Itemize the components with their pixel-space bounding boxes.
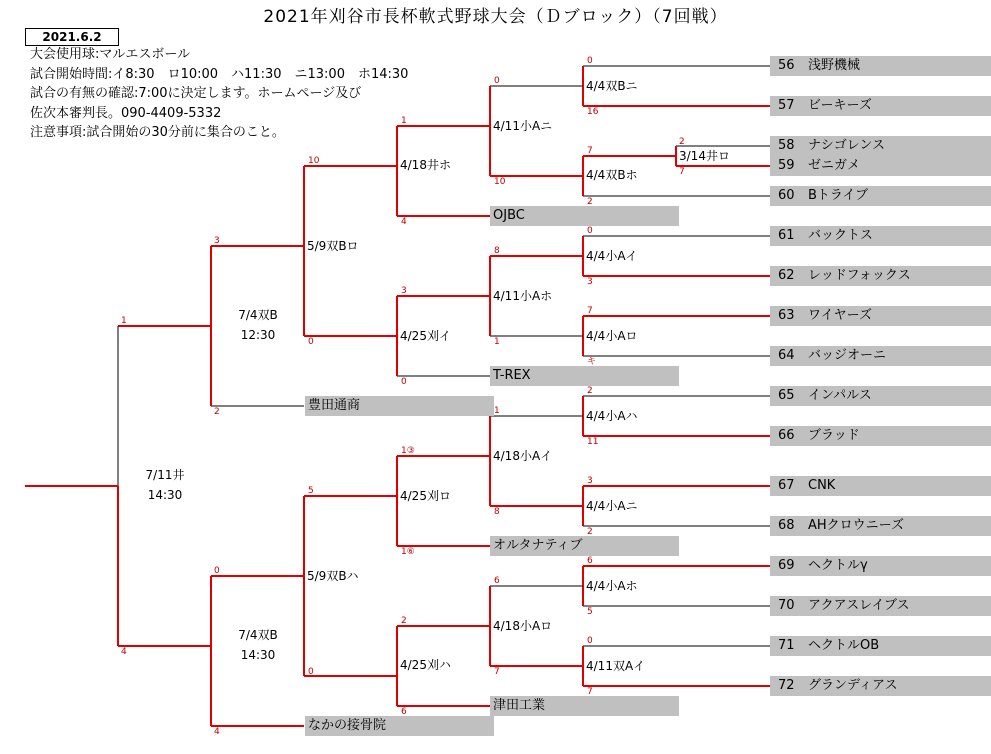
game-label — [212, 625, 304, 665]
team-number: 65 — [778, 388, 795, 403]
team-number: 58 — [778, 138, 795, 153]
score: 5 — [308, 486, 314, 496]
score: 3 — [401, 286, 407, 296]
team-name: ナシゴレンス — [808, 138, 886, 153]
team-number: 68 — [778, 518, 795, 533]
score: 5 — [587, 607, 593, 617]
score: 11 — [587, 437, 599, 447]
team-57 — [770, 96, 991, 116]
score: 0 — [308, 337, 314, 347]
team-name: ビーキーズ — [808, 98, 872, 113]
game-label: 4/4双Bニ — [586, 79, 638, 93]
final-game-label — [120, 465, 210, 505]
game-time: 14:30 — [147, 488, 183, 502]
team-number: 70 — [778, 598, 795, 613]
note-start-times: 試合開始時間:イ8:30 ロ10:00 ハ11:30 ニ13:00 ホ14:30 — [30, 66, 409, 82]
score: 6 — [494, 576, 500, 586]
score: 1 — [121, 316, 127, 326]
team-name: ワイヤーズ — [808, 308, 872, 323]
score: 0 — [308, 667, 314, 677]
game-label: 4/18小Aロ — [493, 619, 553, 633]
team-59 — [770, 156, 991, 176]
team-name: レッドフォックス — [808, 268, 911, 283]
score: 16 — [587, 107, 599, 117]
seed-ojbc: OJBC — [490, 206, 679, 226]
score: 8 — [494, 507, 500, 517]
team-58 — [770, 136, 991, 156]
team-name: バッジオーニ — [808, 348, 887, 363]
team-number: 64 — [778, 348, 795, 363]
note-caution: 注意事項:試合開始の30分前に集合のこと。 — [30, 125, 285, 140]
team-name: AHクロウニーズ — [808, 518, 905, 533]
team-number: 62 — [778, 268, 795, 283]
game-label: 4/18小Aイ — [493, 449, 553, 463]
game-label: 4/11双Aイ — [586, 659, 646, 673]
team-64 — [770, 346, 991, 366]
update-date: 2021.6.2 — [25, 28, 119, 46]
score: 2 — [214, 407, 220, 417]
game-date: 7/4双B — [238, 628, 278, 642]
team-number: 66 — [778, 428, 795, 443]
team-number: 56 — [778, 58, 795, 73]
team-number: 63 — [778, 308, 795, 323]
game-label: 4/18井ホ — [400, 158, 451, 172]
score: 7 — [587, 306, 593, 316]
score: 7 — [587, 146, 593, 156]
game-label: 4/4小Aハ — [586, 409, 638, 423]
team-56 — [770, 56, 991, 76]
score: 0 — [494, 76, 500, 86]
game-label: 3/14井ロ — [679, 149, 730, 163]
score: キ — [587, 357, 597, 367]
team-name: グランディアス — [808, 678, 898, 693]
team-67 — [770, 476, 991, 496]
score: 1③ — [401, 446, 415, 456]
game-label: 4/25刈ロ — [400, 489, 451, 503]
team-name: ブラッド — [808, 428, 860, 443]
score: 4 — [121, 647, 127, 657]
score: 7 — [679, 167, 685, 177]
team-name: Bトライブ — [808, 188, 869, 203]
game-date: 7/4双B — [238, 308, 278, 322]
score: 2 — [679, 137, 685, 147]
score: 0 — [214, 566, 220, 576]
note-confirmation: 試合の有無の確認:7:00に決定します。ホームページ及び — [30, 86, 362, 101]
team-name: アクアスレイブス — [808, 598, 910, 613]
score: 6 — [401, 707, 407, 717]
score: 3 — [587, 277, 593, 287]
seed-toyota-tsusho: 豊田通商 — [305, 396, 494, 416]
team-name: 浅野機械 — [808, 58, 861, 73]
score: 1⑥ — [401, 547, 415, 557]
score: 10 — [308, 156, 320, 166]
team-number: 60 — [778, 188, 795, 203]
team-62 — [770, 266, 991, 286]
team-number: 71 — [778, 638, 795, 653]
game-label: 4/4双Bホ — [586, 168, 638, 182]
team-61 — [770, 226, 991, 246]
game-label: 4/4小Aホ — [586, 579, 638, 593]
game-label: 5/9双Bロ — [307, 239, 359, 253]
team-69 — [770, 556, 991, 576]
score: 8 — [494, 246, 500, 256]
score: 2 — [587, 197, 593, 207]
team-name: ヘクトルOB — [808, 638, 880, 653]
game-label: 4/4小Aニ — [586, 499, 638, 513]
seed-alternative: オルタナティブ — [490, 536, 679, 556]
team-70 — [770, 596, 991, 616]
game-label: 4/11小Aニ — [493, 119, 553, 133]
team-60 — [770, 186, 991, 206]
game-label: 5/9双Bハ — [307, 569, 359, 583]
game-label — [212, 305, 304, 345]
score: 4 — [214, 727, 220, 737]
score: 2 — [587, 527, 593, 537]
seed-nakano-sekkotsuin: なかの接骨院 — [305, 716, 494, 736]
score: 4 — [401, 217, 407, 227]
team-number: 67 — [778, 478, 795, 493]
game-date: 7/11井 — [145, 468, 185, 482]
team-name: インパルス — [808, 388, 872, 403]
score: 1 — [494, 406, 500, 416]
game-time: 12:30 — [240, 328, 276, 342]
team-65 — [770, 386, 991, 406]
team-72 — [770, 676, 991, 696]
team-68 — [770, 516, 991, 536]
seed-tsuda-kogyo: 津田工業 — [490, 696, 679, 716]
team-66 — [770, 426, 991, 446]
team-71 — [770, 636, 991, 656]
team-number: 61 — [778, 228, 795, 243]
score: 3 — [587, 476, 593, 486]
score: 7 — [494, 667, 500, 677]
game-label: 4/25刈イ — [400, 329, 451, 343]
team-name: CNK — [808, 478, 836, 493]
score: 2 — [401, 616, 407, 626]
note-ball: 大会使用球:マルエスボール — [30, 47, 191, 62]
note-umpire-contact: 佐次本審判長。090-4409-5332 — [30, 105, 222, 121]
team-number: 59 — [778, 158, 795, 173]
team-number: 69 — [778, 558, 795, 573]
score: 10 — [494, 177, 506, 187]
team-name: ヘクトルγ — [808, 558, 868, 573]
score: 0 — [587, 636, 593, 646]
score: 0 — [401, 377, 407, 387]
score: 7 — [587, 687, 593, 697]
score: 0 — [587, 56, 593, 66]
game-time: 14:30 — [240, 648, 276, 662]
page-title: 2021年刈谷市長杯軟式野球大会（Ｄブロック）（7回戦） — [263, 7, 728, 27]
team-name: バックトス — [808, 228, 873, 243]
game-label: 4/11小Aホ — [493, 289, 553, 303]
game-label: 4/4小Aロ — [586, 329, 638, 343]
team-number: 57 — [778, 98, 795, 113]
team-name: ゼニガメ — [808, 158, 861, 173]
score: 3 — [214, 236, 220, 246]
score: 1 — [401, 116, 407, 126]
seed-t-rex: T-REX — [490, 366, 679, 386]
score: 6 — [587, 556, 593, 566]
score: 1 — [494, 337, 500, 347]
score: 2 — [587, 386, 593, 396]
score: 0 — [587, 226, 593, 236]
team-63 — [770, 306, 991, 326]
game-label: 4/4小Aイ — [586, 249, 638, 263]
team-number: 72 — [778, 678, 795, 693]
game-label: 4/25刈ハ — [400, 658, 451, 672]
